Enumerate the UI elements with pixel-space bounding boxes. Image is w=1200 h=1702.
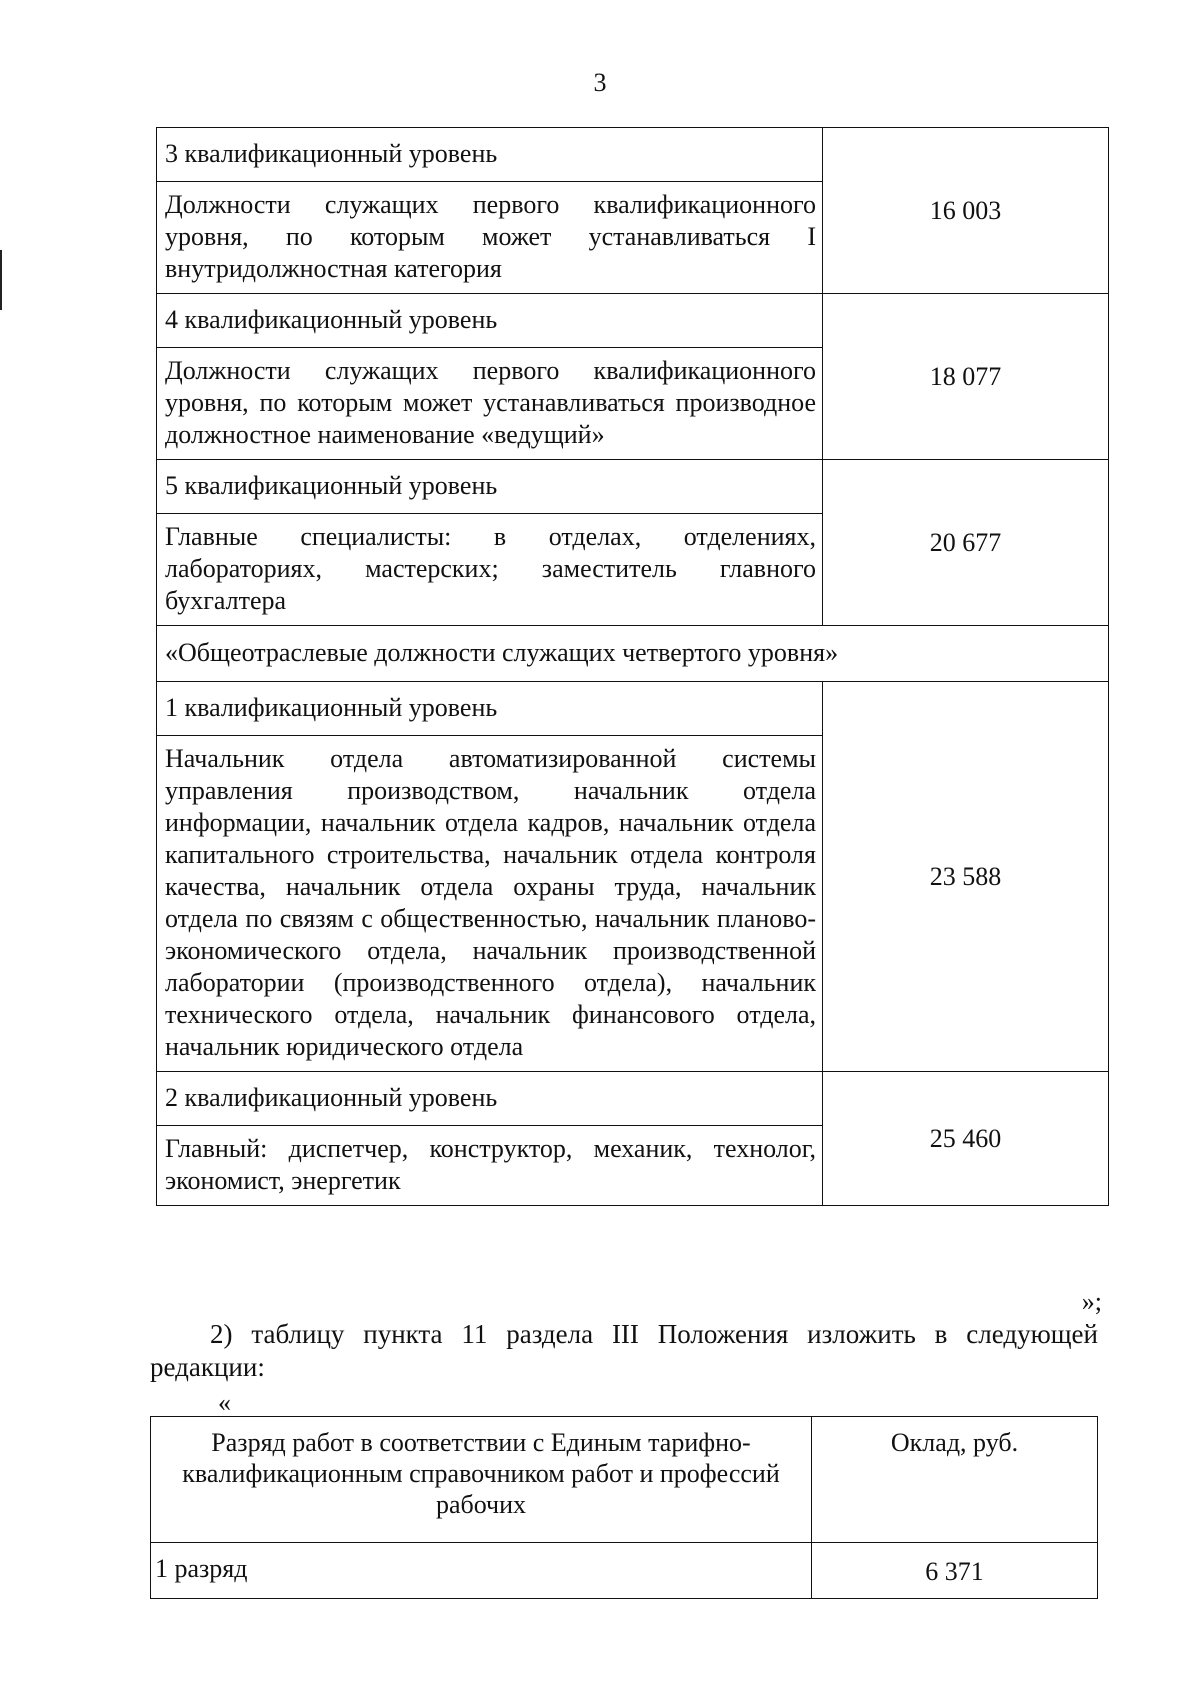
header-work-grade: Разряд работ в соответствии с Единым тарифно-квалификационным справочником работ и профессий рабочих	[151, 1417, 812, 1543]
position-description: Главный: диспетчер, конструктор, механик, технолог, экономист, энергетик	[157, 1126, 823, 1206]
margin-mark	[0, 250, 2, 310]
table-row	[157, 626, 1109, 682]
level-label: 4 квалификационный уровень	[157, 294, 823, 348]
table-row	[157, 682, 1109, 736]
position-description: Должности служащих первого квалификационного уровня, по которым может устанавливаться производное должностное наименование «ведущий»	[157, 348, 823, 460]
table-row	[157, 128, 1109, 182]
page-number: 3	[593, 68, 607, 97]
opening-quote: «	[218, 1388, 231, 1417]
table-row	[157, 460, 1109, 514]
amendment-paragraph: 2) таблицу пункта 11 раздела III Положения изложить в следующей редакции:	[150, 1319, 1098, 1382]
table-row	[151, 1543, 1098, 1599]
salary-value: 20 677	[823, 460, 1109, 626]
salary-table-work-grades	[150, 1416, 1098, 1599]
table-row	[157, 294, 1109, 348]
table-row	[157, 1072, 1109, 1126]
salary-value: 25 460	[823, 1072, 1109, 1206]
header-salary: Оклад, руб.	[812, 1417, 1098, 1543]
level-label: 3 квалификационный уровень	[157, 128, 823, 182]
level-label: 1 квалификационный уровень	[157, 682, 823, 736]
position-description: Главные специалисты: в отделах, отделениях, лабораториях, мастерских; заместитель главного бухгалтера	[157, 514, 823, 626]
closing-quote: »;	[1081, 1287, 1102, 1316]
position-description: Должности служащих первого квалификационного уровня, по которым может устанавливаться I внутридолжностная категория	[157, 182, 823, 294]
level-label: 5 квалификационный уровень	[157, 460, 823, 514]
group-title: «Общеотраслевые должности служащих четвертого уровня»	[157, 626, 1109, 682]
salary-value: 18 077	[823, 294, 1109, 460]
salary-value: 23 588	[823, 682, 1109, 1072]
level-label: 2 квалификационный уровень	[157, 1072, 823, 1126]
table-header-row	[151, 1417, 1098, 1543]
salary-table-qualification-levels	[156, 127, 1109, 1206]
salary-value: 6 371	[812, 1543, 1098, 1599]
salary-value: 16 003	[823, 128, 1109, 294]
work-grade-cell: 1 разряд	[151, 1543, 812, 1599]
position-description: Начальник отдела автоматизированной системы управления производством, начальник отдела информации, начальник отдела кадров, начальник отдела капитального строительства, начальник отдела контроля качества, начальник отдела охраны труда, начальник отдела по связям с общественностью, начальник планово-экономического отдела, начальник производственной лаборатории (производственного отдела), начальник технического отдела, начальник финансового отдела, начальник юридического отдела	[157, 736, 823, 1072]
